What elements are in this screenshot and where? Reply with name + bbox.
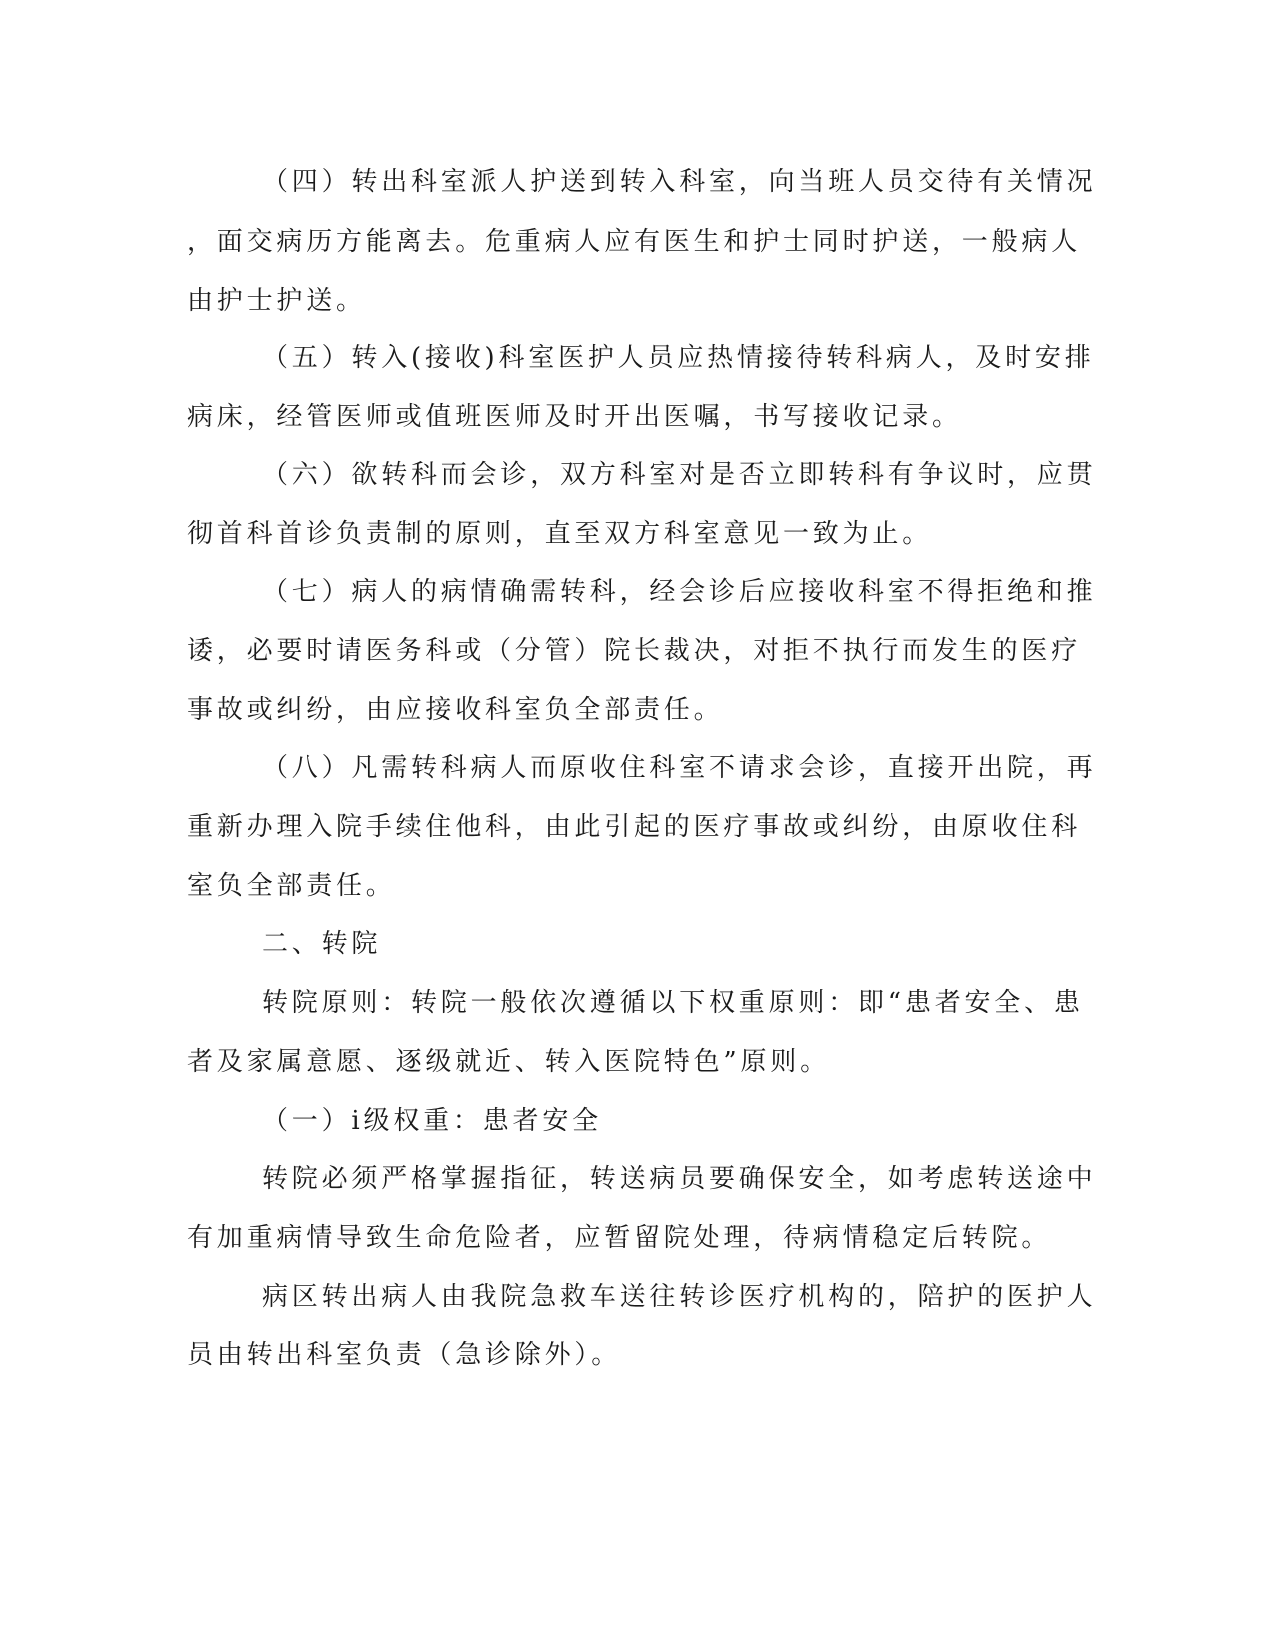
paragraph-6-line-2: 彻首科首诊负责制的原则，直至双方科室意见一致为止。 — [187, 519, 933, 549]
subheading-patient-safety: （一）ⅰ级权重：患者安全 — [262, 1106, 602, 1136]
section-heading-transfer: 二、转院 — [262, 929, 382, 959]
paragraph-8-line-3: 室负全部责任。 — [187, 871, 396, 901]
paragraph-5-line-1: （五）转入(接收)科室医护人员应热情接待转科病人，及时安排 — [262, 343, 1095, 373]
safety-paragraph-line-2: 有加重病情导致生命危险者，应暂留院处理，待病情稳定后转院。 — [187, 1223, 1052, 1253]
ambulance-paragraph-line-2: 员由转出科室负责（急诊除外）。 — [187, 1340, 622, 1370]
principle-line-2: 者及家属意愿、逐级就近、转入医院特色”原则。 — [187, 1047, 830, 1077]
paragraph-5-line-2: 病床，经管医师或值班医师及时开出医嘱，书写接收记录。 — [187, 402, 962, 432]
principle-line-1: 转院原则：转院一般依次遵循以下权重原则：即“患者安全、患 — [262, 988, 1084, 1018]
paragraph-8-line-2: 重新办理入院手续住他科，由此引起的医疗事故或纠纷，由原收住科 — [187, 812, 1082, 842]
safety-paragraph-line-1: 转院必须严格掌握指征，转送病员要确保安全，如考虑转送途中 — [262, 1164, 1097, 1194]
paragraph-7-line-3: 事故或纠纷，由应接收科室负全部责任。 — [187, 695, 724, 725]
paragraph-4-line-1: （四）转出科室派人护送到转入科室，向当班人员交待有关情况 — [262, 167, 1097, 197]
paragraph-7-line-2: 诿，必要时请医务科或（分管）院长裁决，对拒不执行而发生的医疗 — [187, 636, 1082, 666]
paragraph-7-line-1: （七）病人的病情确需转科，经会诊后应接收科室不得拒绝和推 — [262, 577, 1097, 607]
paragraph-6-line-1: （六）欲转科而会诊，双方科室对是否立即转科有争议时，应贯 — [262, 460, 1097, 490]
ambulance-paragraph-line-1: 病区转出病人由我院急救车送往转诊医疗机构的，陪护的医护人 — [262, 1282, 1097, 1312]
paragraph-4-line-2: ，面交病历方能离去。危重病人应有医生和护士同时护送，一般病人 — [187, 227, 1082, 257]
paragraph-8-line-1: （八）凡需转科病人而原收住科室不请求会诊，直接开出院，再 — [262, 753, 1097, 783]
paragraph-4-line-3: 由护士护送。 — [187, 286, 366, 316]
